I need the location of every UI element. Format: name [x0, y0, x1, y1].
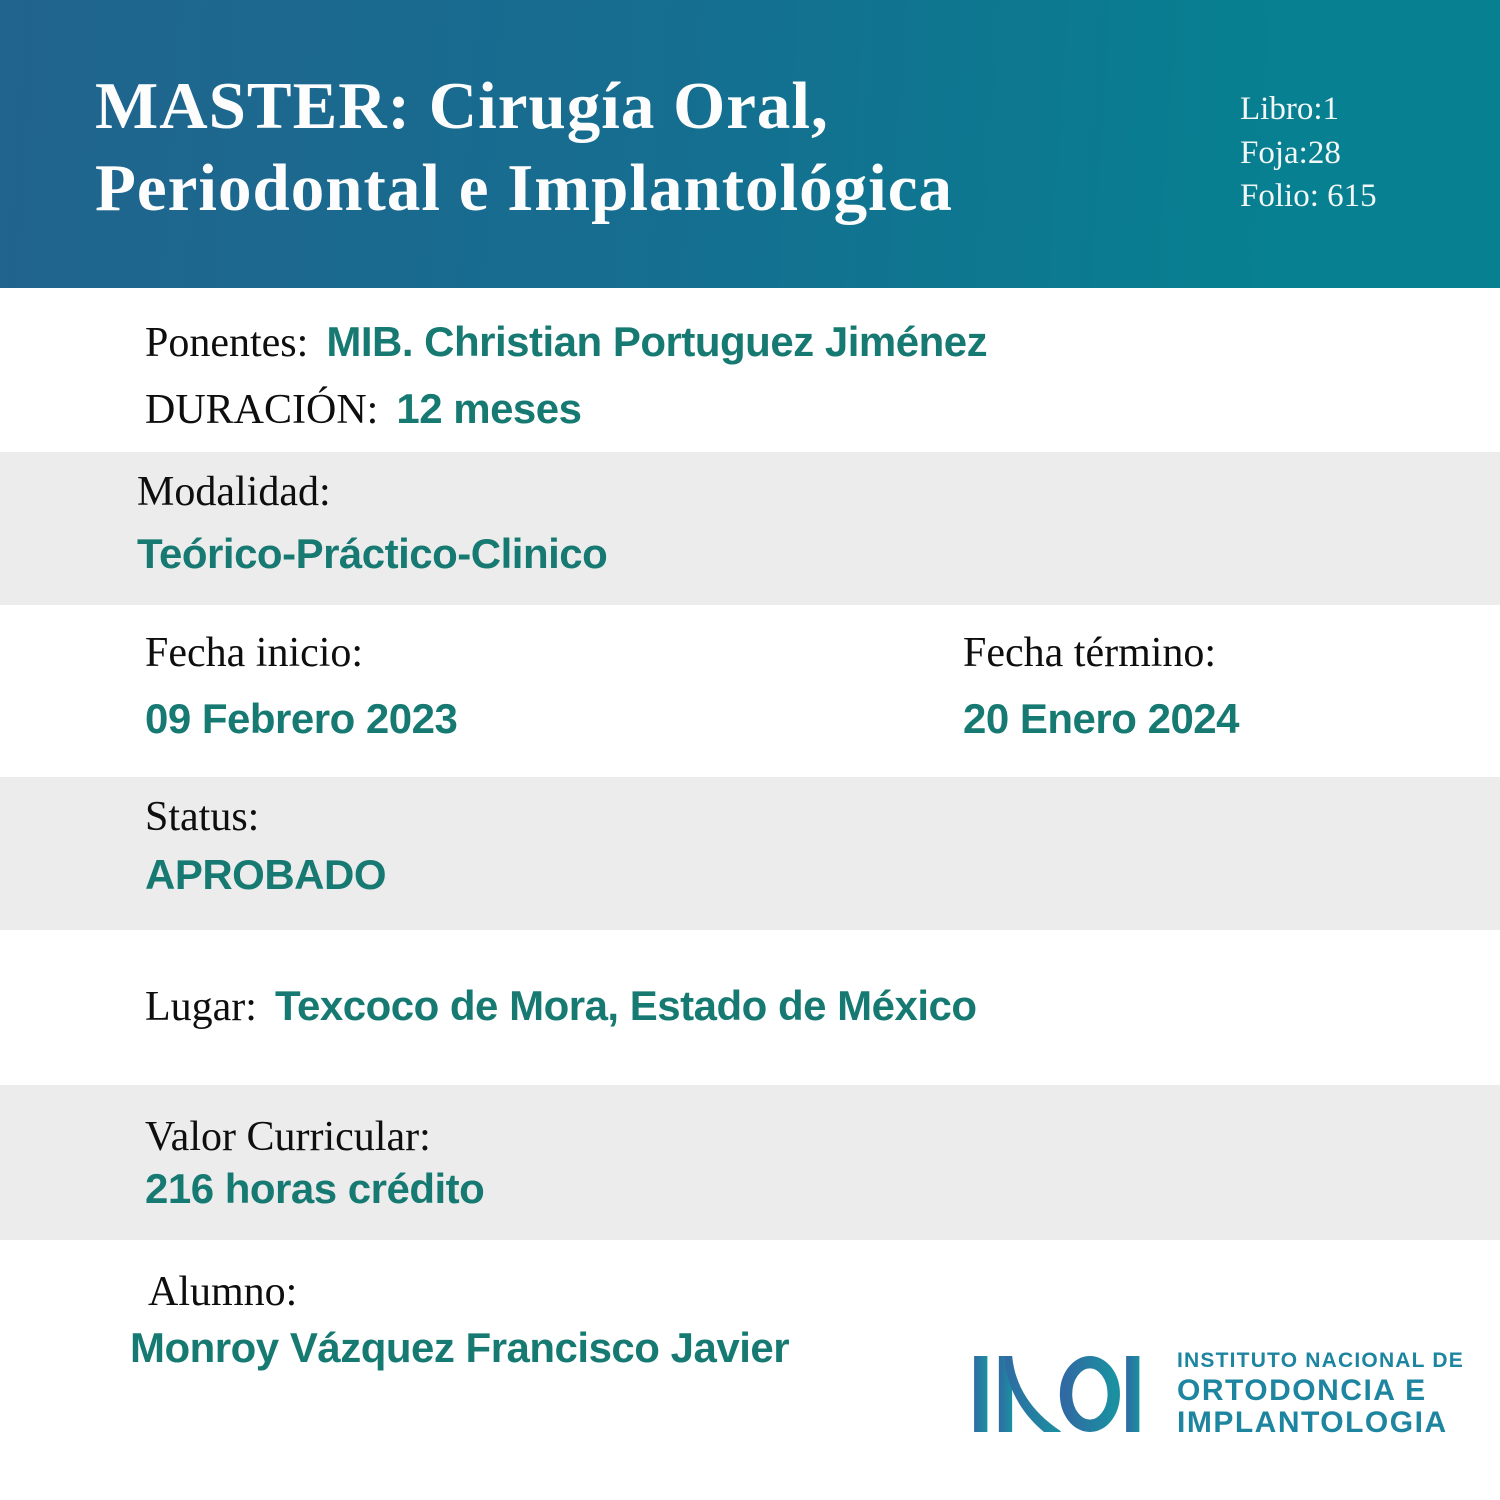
lugar-value: Texcoco de Mora, Estado de México — [274, 982, 977, 1029]
section-valor-curricular — [0, 1085, 1500, 1240]
ponentes-value: MIB. Christian Portuguez Jiménez — [326, 318, 988, 365]
field-fecha-termino — [963, 629, 1239, 743]
header-banner — [0, 0, 1500, 288]
registry-foja: Foja:28 — [1240, 134, 1341, 171]
field-ponentes — [145, 318, 1500, 367]
fecha-inicio-label: Fecha inicio: — [145, 630, 364, 676]
inoi-logo-line3: IMPLANTOLOGIA — [1177, 1406, 1448, 1440]
field-duracion — [145, 385, 1500, 434]
alumno-label: Alumno: — [148, 1269, 298, 1315]
course-title-line2: Periodontal e Implantológica — [95, 150, 954, 225]
status-label: Status: — [145, 794, 260, 840]
course-title-line1: MASTER: Cirugía Oral, — [95, 69, 829, 143]
section-lugar — [0, 930, 1500, 1085]
inoi-logo — [965, 1350, 1464, 1440]
field-lugar — [145, 982, 1500, 1031]
course-title — [95, 66, 953, 229]
inoi-logo-line2: ORTODONCIA E — [1177, 1374, 1427, 1407]
alumno-value: Monroy Vázquez Francisco Javier — [130, 1324, 790, 1371]
inoi-logo-line1: INSTITUTO NACIONAL DE — [1177, 1349, 1464, 1372]
status-value: APROBADO — [145, 851, 387, 898]
valor-curricular-label: Valor Curricular: — [145, 1114, 431, 1160]
fecha-inicio-value: 09 Febrero 2023 — [145, 695, 458, 742]
inoi-monogram-icon — [965, 1356, 1160, 1432]
registry-info — [1240, 88, 1377, 219]
modalidad-value: Teórico-Práctico-Clinico — [137, 530, 608, 577]
inoi-logo-text — [1177, 1350, 1464, 1440]
fecha-termino-label: Fecha término: — [963, 630, 1217, 676]
lugar-label: Lugar: — [145, 984, 257, 1030]
ponentes-label: Ponentes: — [145, 320, 309, 366]
valor-curricular-value: 216 horas crédito — [145, 1165, 485, 1212]
section-ponentes-duracion — [0, 288, 1500, 452]
registry-libro: Libro:1 — [1240, 91, 1339, 127]
section-modalidad — [0, 452, 1500, 605]
section-fechas — [0, 605, 1500, 777]
section-status — [0, 777, 1500, 930]
duracion-value: 12 meses — [396, 385, 582, 432]
fecha-termino-value: 20 Enero 2024 — [963, 695, 1240, 742]
modalidad-label: Modalidad: — [137, 469, 331, 515]
registry-folio: Folio: 615 — [1240, 178, 1377, 215]
field-fecha-inicio — [145, 629, 457, 743]
duracion-label: DURACIÓN: — [145, 387, 379, 433]
